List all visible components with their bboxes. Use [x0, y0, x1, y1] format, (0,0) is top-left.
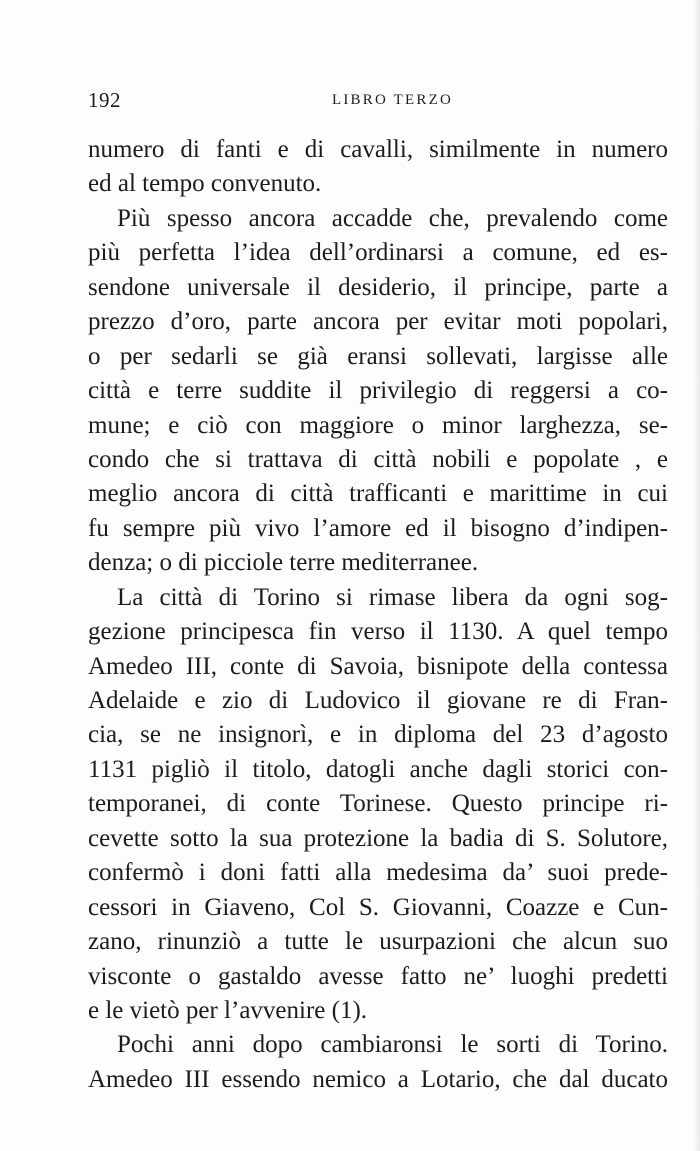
text-line: Più spesso ancora accadde che, prevalendo come — [117, 204, 668, 232]
text-line: visconte o gastaldo avesse fatto ne’ luoghi predetti — [88, 962, 668, 990]
page-header — [88, 88, 668, 114]
text-line: città e terre suddite il privilegio di reggersi a co- — [88, 377, 668, 405]
text-line: meglio ancora di città trafficanti e marittime in cui — [88, 480, 668, 508]
text-line: Amedeo III, conte di Savoia, bisnipote della contessa — [88, 652, 668, 680]
text-line: o per sedarli se già eransi sollevati, largisse alle — [88, 342, 668, 370]
text-line: ed al tempo convenuto. — [88, 170, 322, 198]
text-line: temporanei, di conte Torinese. Questo principe ri- — [88, 790, 668, 818]
body-text — [88, 133, 668, 1097]
text-line: 1131 pigliò il titolo, datogli anche dagli storici con- — [88, 755, 668, 783]
text-line: cessori in Giaveno, Col S. Giovanni, Coazze e Cun- — [88, 893, 668, 921]
page-edge-shadow — [693, 0, 700, 1151]
text-line: condo che si trattava di città nobili e popolate , e — [88, 445, 668, 473]
text-line: fu sempre più vivo l’amore ed il bisogno d’indipen- — [88, 514, 668, 542]
running-head: LIBRO TERZO — [332, 92, 454, 108]
text-line: Adelaide e zio di Ludovico il giovane re di Fran- — [88, 687, 668, 714]
text-line: denza; o di picciole terre mediterranee. — [88, 549, 479, 577]
text-line: confermò i doni fatti alla medesima da’ suoi prede- — [88, 859, 668, 887]
text-line: numero di fanti e di cavalli, similmente in numero — [88, 136, 668, 163]
text-line: Pochi anni dopo cambiaronsi le sorti di Torino. — [117, 1031, 668, 1059]
text-line: zano, rinunziò a tutte le usurpazioni che alcun suo — [88, 928, 668, 956]
text-line: Amedeo III essendo nemico a Lotario, che dal ducato — [88, 1065, 668, 1093]
text-line: sendone universale il desiderio, il principe, parte a — [88, 273, 668, 301]
text-line: più perfetta l’idea dell’ordinarsi a comune, ed es- — [88, 239, 668, 267]
text-line: cevette sotto la sua protezione la badia di S. Solutore, — [88, 824, 668, 852]
text-line: prezzo d’oro, parte ancora per evitar moti popolari, — [88, 308, 668, 336]
text-line: gezione principesca fin verso il 1130. A quel tempo — [88, 618, 668, 646]
text-line: e le vietò per l’avvenire (1). — [88, 996, 368, 1024]
text-line: La città di Torino si rimase libera da ogni sog- — [117, 583, 668, 611]
text-line: mune; e ciò con maggiore o minor larghezza, se- — [88, 411, 668, 439]
page-number: 192 — [88, 88, 121, 112]
text-line: cia, se ne insignorì, e in diploma del 23 d’agosto — [88, 721, 668, 749]
